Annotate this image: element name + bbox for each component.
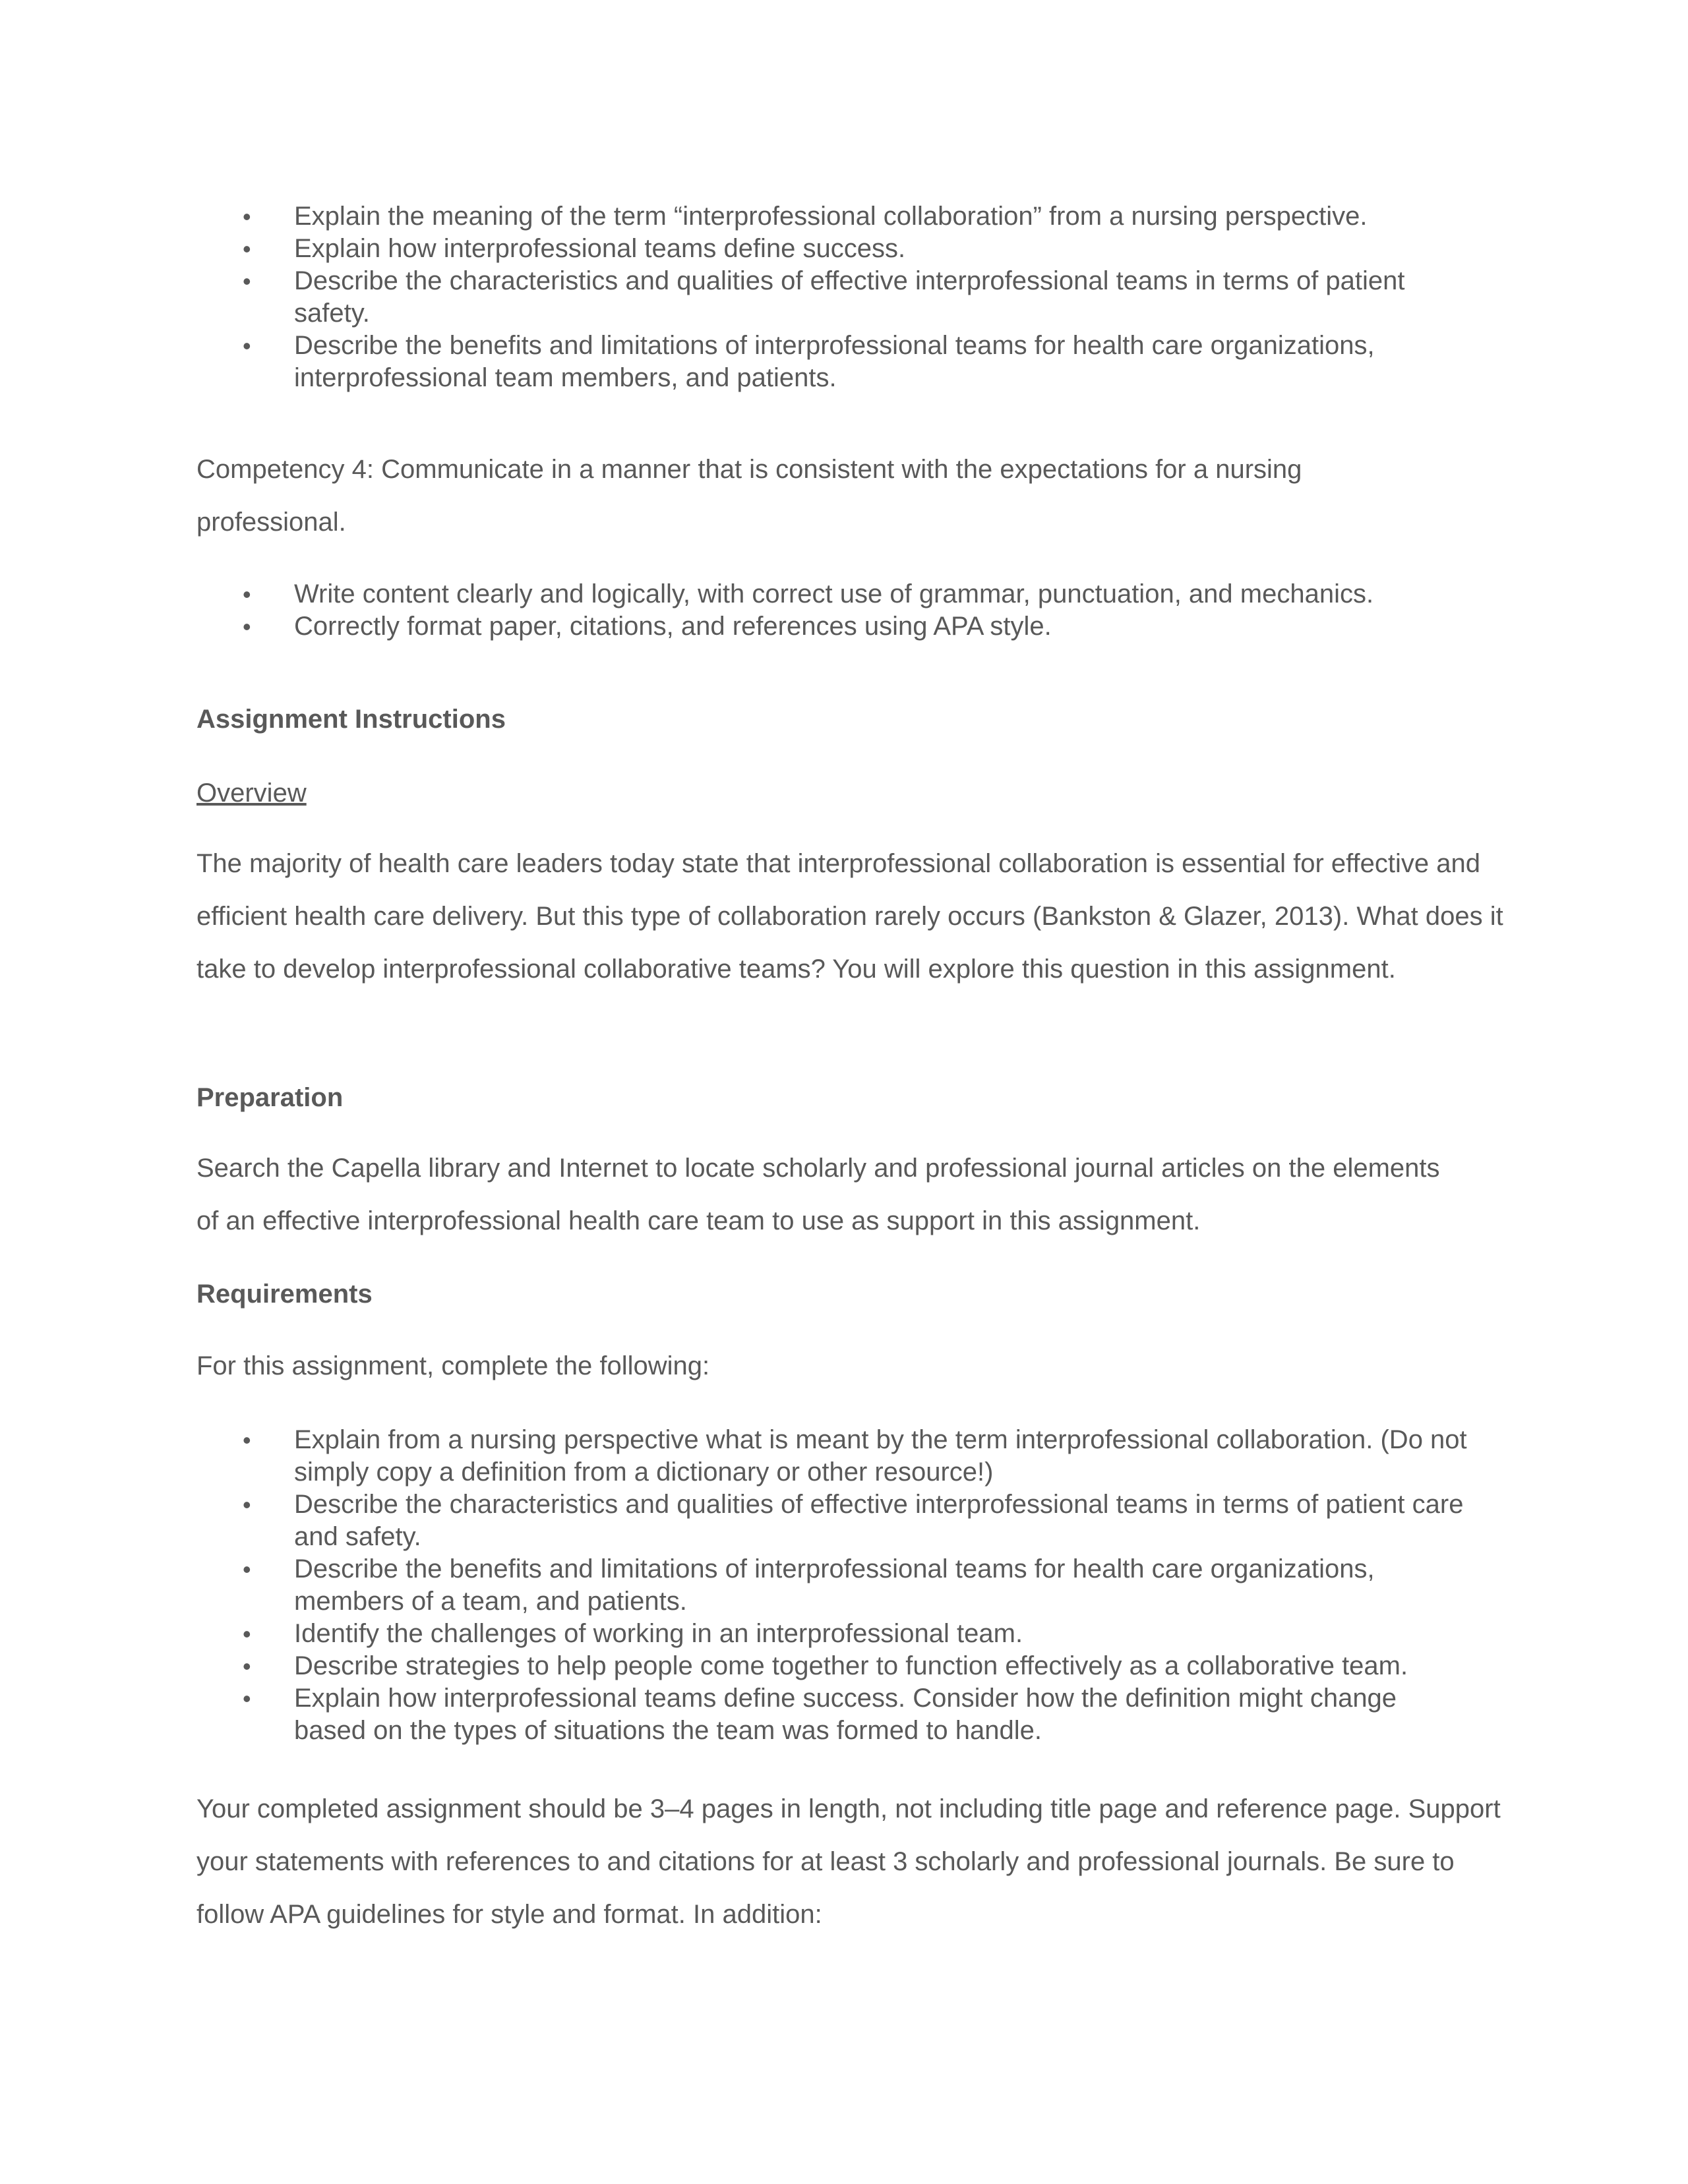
list-item: • Explain from a nursing perspective what is meant by the term interprofessional collaboration. (Do not simply copy a definition from a dictionary or other resource!) — [243, 1425, 1467, 1487]
preparation-heading: Preparation — [196, 1083, 344, 1112]
list-item: • Write content clearly and logically, with correct use of grammar, punctuation, and mechanics. — [243, 579, 1374, 608]
requirements-intro: For this assignment, complete the following: — [196, 1351, 710, 1380]
list-item: • Explain the meaning of the term “interprofessional collaboration” from a nursing perspective. — [243, 202, 1368, 231]
requirements-heading: Requirements — [196, 1280, 373, 1309]
objectives-list — [0, 200, 1688, 394]
list-item: • Explain how interprofessional teams define success. Consider how the definition might change based on the types of situations the team was formed to handle. — [243, 1684, 1397, 1745]
preparation-text: Search the Capella library and Internet to locate scholarly and professional journal articles on the elements of an effective interprofessional health care team to use as support in this assignment. — [196, 1154, 1440, 1235]
competency-4-list — [0, 578, 1688, 643]
competency-4-text: Competency 4: Communicate in a manner that is consistent with the expectations for a nursing professional. — [196, 455, 1302, 537]
closing-text: Your completed assignment should be 3–4 pages in length, not including title page and reference page. Support your statements with references to and citations for at least 3 scholarly and professional journals. Be sure to follow APA guidelines for style and format. In addition: — [196, 1794, 1501, 1929]
overview-label: Overview — [196, 779, 307, 808]
requirements-list — [0, 1424, 1688, 1747]
list-item: • Correctly format paper, citations, and references using APA style. — [243, 612, 1052, 641]
list-item: • Explain how interprofessional teams define success. — [243, 234, 906, 263]
list-item: • Describe strategies to help people come together to function effectively as a collaborative team. — [243, 1651, 1408, 1680]
list-item: • Identify the challenges of working in an interprofessional team. — [243, 1619, 1023, 1648]
assignment-instructions-heading: Assignment Instructions — [196, 705, 506, 734]
list-item: • Describe the characteristics and qualities of effective interprofessional teams in terms of patient care and safety. — [243, 1490, 1464, 1551]
list-item: • Describe the benefits and limitations of interprofessional teams for health care organizations, interprofessional team members, and patients. — [243, 331, 1375, 392]
overview-text: The majority of health care leaders today state that interprofessional collaboration is essential for effective and efficient health care delivery. But this type of collaboration rarely occurs (Bankston & Glazer, 2013). What does it take to develop interprofessional collaborative teams? You will explore this question in this assignment. — [196, 849, 1503, 984]
list-item: • Describe the characteristics and qualities of effective interprofessional teams in terms of patient safety. — [243, 266, 1405, 328]
list-item: • Describe the benefits and limitations of interprofessional teams for health care organizations, members of a team, and patients. — [243, 1554, 1375, 1616]
